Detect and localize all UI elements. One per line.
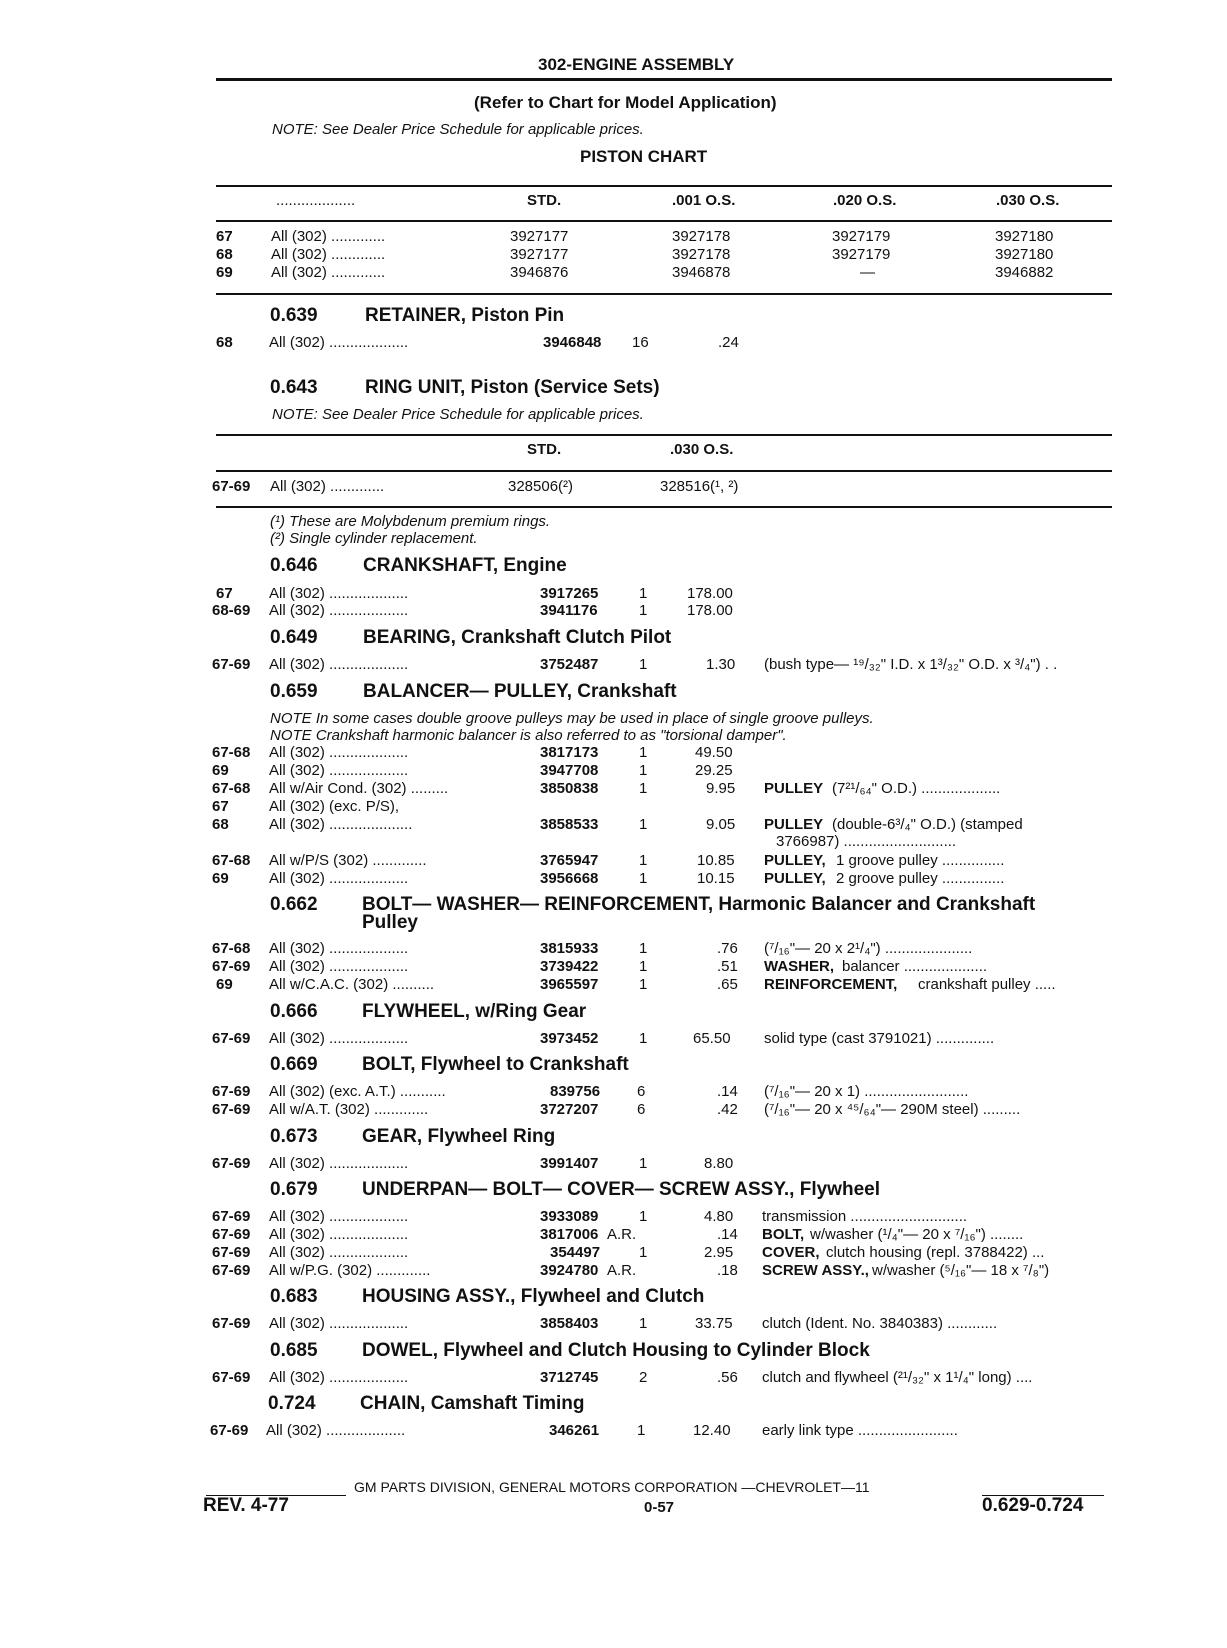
part-number: 3947708 <box>540 762 599 779</box>
remarks-part-name: REINFORCEMENT, <box>764 976 898 993</box>
table-rule <box>216 293 1112 295</box>
quantity: 1 <box>639 1244 648 1261</box>
year: 67-69 <box>212 1369 251 1386</box>
description: All (302) ............. <box>271 228 386 245</box>
quantity: 1 <box>639 816 648 833</box>
col-std: STD. <box>527 441 562 458</box>
year: 69 <box>212 870 229 887</box>
col-001: .001 O.S. <box>672 192 736 209</box>
part-number: 3973452 <box>540 1030 599 1047</box>
part-number: 3712745 <box>540 1369 599 1386</box>
quantity: 1 <box>639 976 648 993</box>
price: 12.40 <box>693 1422 731 1439</box>
year: 67-69 <box>212 958 251 975</box>
section-range: 0.629-0.724 <box>982 1495 1084 1516</box>
part-030: 3946882 <box>995 264 1054 281</box>
price: .51 <box>717 958 738 975</box>
year: 67-68 <box>212 744 251 761</box>
section-title: FLYWHEEL, w/Ring Gear <box>362 1001 587 1022</box>
price: .18 <box>717 1262 738 1279</box>
description: All (302) ................... <box>269 1369 409 1386</box>
description: All w/P.G. (302) ............. <box>269 1262 431 1279</box>
description: All (302) ................... <box>269 1030 409 1047</box>
price: 65.50 <box>693 1030 731 1047</box>
remarks-part-name: COVER, <box>762 1244 820 1261</box>
year: 69 <box>216 976 233 993</box>
year: 67 <box>216 585 233 602</box>
section-title: HOUSING ASSY., Flywheel and Clutch <box>362 1286 705 1307</box>
part-number: 3956668 <box>540 870 599 887</box>
description: All (302) ............. <box>270 478 385 495</box>
part-number: 3850838 <box>540 780 599 797</box>
part-number: 3858533 <box>540 816 599 833</box>
quantity: 1 <box>637 1422 646 1439</box>
remarks: crankshaft pulley ..... <box>918 976 1056 993</box>
remarks: 3766987) ........................... <box>776 833 957 850</box>
balancer-note: NOTE Crankshaft harmonic balancer is also referred to as "torsional damper". <box>270 727 787 744</box>
col-std: STD. <box>527 192 562 209</box>
part-number: 346261 <box>549 1422 600 1439</box>
title-rule <box>216 78 1112 81</box>
page-title: 302-ENGINE ASSEMBLY <box>538 55 735 74</box>
quantity: 6 <box>637 1083 646 1100</box>
description: All (302) ................... <box>269 1208 409 1225</box>
section-number: 0.683 <box>270 1286 318 1307</box>
year: 68-69 <box>212 602 251 619</box>
piston-chart-title: PISTON CHART <box>580 147 708 166</box>
price: .56 <box>717 1369 738 1386</box>
year: 68 <box>216 246 233 263</box>
description: All (302) ................... <box>269 870 409 887</box>
col-030: .030 O.S. <box>670 441 734 458</box>
price: .76 <box>717 940 738 957</box>
remarks: (⁷/₁₆"— 20 x 1) ......................... <box>764 1083 969 1100</box>
price: .42 <box>717 1101 738 1118</box>
quantity: 1 <box>639 585 648 602</box>
part-number: 3815933 <box>540 940 599 957</box>
price: 2.95 <box>704 1244 734 1261</box>
remarks: (double-6³/₄" O.D.) (stamped <box>832 816 1023 833</box>
description: All (302) ................... <box>269 602 409 619</box>
quantity: 6 <box>637 1101 646 1118</box>
part-001: 3946878 <box>672 264 731 281</box>
year: 67 <box>216 228 233 245</box>
remarks-part-name: PULLEY, <box>764 870 826 887</box>
part-001: 3927178 <box>672 228 731 245</box>
remarks: (bush type— ¹⁹/₃₂" I.D. x 1³/₃₂" O.D. x ³/₄") . . <box>764 656 1058 673</box>
part-number: 839756 <box>550 1083 601 1100</box>
section-number: 0.724 <box>268 1393 316 1414</box>
price: 4.80 <box>704 1208 734 1225</box>
part-030: 328516(¹, ²) <box>660 478 739 495</box>
year: 67-69 <box>212 1262 251 1279</box>
ring-note: NOTE: See Dealer Price Schedule for applicable prices. <box>272 406 644 423</box>
description: All (302) ................... <box>269 585 409 602</box>
remarks: clutch housing (repl. 3788422) ... <box>826 1244 1045 1261</box>
section-number: 0.646 <box>270 555 318 576</box>
year: 67-69 <box>212 1226 251 1243</box>
quantity: 1 <box>639 780 648 797</box>
remarks: (⁷/₁₆"— 20 x 2¹/₄") ..................... <box>764 940 973 957</box>
part-001: 3927178 <box>672 246 731 263</box>
year: 67-69 <box>212 1030 251 1047</box>
section-number: 0.679 <box>270 1179 318 1200</box>
quantity: 1 <box>639 1030 648 1047</box>
remarks: (⁷/₁₆"— 20 x ⁴⁵/₆₄"— 290M steel) ......... <box>764 1101 1021 1118</box>
part-number: 354497 <box>550 1244 601 1261</box>
year: 67-69 <box>212 1244 251 1261</box>
description: All (302) ................... <box>269 1315 409 1332</box>
price: 49.50 <box>695 744 733 761</box>
quantity: 1 <box>639 744 648 761</box>
price: .24 <box>718 334 739 351</box>
part-020: 3927179 <box>832 228 891 245</box>
description: All w/A.T. (302) ............. <box>269 1101 429 1118</box>
year: 67-69 <box>212 1101 251 1118</box>
remarks: (7²¹/₆₄" O.D.) ................... <box>832 780 1001 797</box>
part-number: 3727207 <box>540 1101 599 1118</box>
year: 67-69 <box>212 1083 251 1100</box>
section-number: 0.666 <box>270 1001 318 1022</box>
col-030: .030 O.S. <box>996 192 1060 209</box>
quantity: 1 <box>639 852 648 869</box>
year: 67-68 <box>212 852 251 869</box>
description: All (302) ................... <box>269 1244 409 1261</box>
section-title: CRANKSHAFT, Engine <box>363 555 567 576</box>
part-020: 3927179 <box>832 246 891 263</box>
quantity: 1 <box>639 762 648 779</box>
page-number: 0-57 <box>644 1499 675 1516</box>
section-title: CHAIN, Camshaft Timing <box>360 1393 585 1414</box>
price: 178.00 <box>687 602 733 619</box>
revision-date: REV. 4-77 <box>203 1495 289 1516</box>
remarks: clutch (Ident. No. 3840383) ............ <box>762 1315 998 1332</box>
part-number: 3817006 <box>540 1226 599 1243</box>
table-rule <box>216 434 1112 436</box>
part-std: 3946876 <box>510 264 569 281</box>
description: All (302) ................... <box>269 656 409 673</box>
year: 67-68 <box>212 780 251 797</box>
remarks: early link type ........................ <box>762 1422 958 1439</box>
part-number: 3817173 <box>540 744 599 761</box>
description: All w/C.A.C. (302) .......... <box>269 976 435 993</box>
part-number: 3991407 <box>540 1155 599 1172</box>
table-rule <box>216 506 1112 508</box>
part-030: 3927180 <box>995 228 1054 245</box>
year: 67-69 <box>210 1422 249 1439</box>
year: 67-69 <box>212 656 251 673</box>
part-std: 328506(²) <box>508 478 574 495</box>
description: All (302) ................... <box>269 744 409 761</box>
remarks: clutch and flywheel (²¹/₃₂" x 1¹/₄" long) .... <box>762 1369 1033 1386</box>
header-dots: ................... <box>276 192 356 209</box>
section-title: RING UNIT, Piston (Service Sets) <box>365 377 660 398</box>
description: All (302) (exc. A.T.) ........... <box>269 1083 446 1100</box>
remarks-part-name: BOLT, <box>762 1226 805 1243</box>
section-number: 0.662 <box>270 894 318 915</box>
part-std: 3927177 <box>510 246 569 263</box>
description: All (302) ................... <box>269 940 409 957</box>
section-number: 0.659 <box>270 681 318 702</box>
price: 178.00 <box>687 585 733 602</box>
footer-publisher: GM PARTS DIVISION, GENERAL MOTORS CORPORATION —CHEVROLET—11 <box>354 1479 870 1495</box>
price-note: NOTE: See Dealer Price Schedule for applicable prices. <box>272 121 644 138</box>
remarks: w/washer (⁵/₁₆"— 18 x ⁷/₈") <box>872 1262 1050 1279</box>
year: 69 <box>216 264 233 281</box>
section-title: BOLT— WASHER— REINFORCEMENT, Harmonic Balancer and Crankshaft <box>362 894 1036 915</box>
year: 67-69 <box>212 478 251 495</box>
section-number: 0.685 <box>270 1340 318 1361</box>
part-030: 3927180 <box>995 246 1054 263</box>
part-number: 3739422 <box>540 958 599 975</box>
quantity: 1 <box>639 1208 648 1225</box>
price: 10.15 <box>697 870 735 887</box>
section-title: BALANCER— PULLEY, Crankshaft <box>363 681 677 702</box>
section-title: GEAR, Flywheel Ring <box>362 1126 556 1147</box>
footnote: (²) Single cylinder replacement. <box>270 530 478 547</box>
quantity: A.R. <box>607 1262 637 1279</box>
description: All w/P/S (302) ............. <box>269 852 427 869</box>
part-number: 3765947 <box>540 852 599 869</box>
description: All (302) .................... <box>269 816 413 833</box>
part-number: 3917265 <box>540 585 599 602</box>
remarks-part-name: SCREW ASSY., <box>762 1262 869 1279</box>
quantity: 1 <box>639 1155 648 1172</box>
price: 1.30 <box>706 656 736 673</box>
quantity: 1 <box>639 958 648 975</box>
remarks: w/washer (¹/₄"— 20 x ⁷/₁₆") ........ <box>810 1226 1024 1243</box>
part-number: 3946848 <box>543 334 602 351</box>
quantity: 1 <box>639 656 648 673</box>
remarks: balancer .................... <box>842 958 988 975</box>
section-number: 0.669 <box>270 1054 318 1075</box>
footnote: (¹) These are Molybdenum premium rings. <box>270 513 551 530</box>
price: .65 <box>717 976 738 993</box>
col-020: .020 O.S. <box>833 192 897 209</box>
price: 9.05 <box>706 816 736 833</box>
quantity: 1 <box>639 940 648 957</box>
remarks-part-name: PULLEY <box>764 816 824 833</box>
section-number: 0.643 <box>270 377 318 398</box>
remarks: 2 groove pulley ............... <box>836 870 1005 887</box>
price: 10.85 <box>697 852 735 869</box>
year: 67-69 <box>212 1208 251 1225</box>
year: 69 <box>212 762 229 779</box>
remarks-part-name: PULLEY, <box>764 852 826 869</box>
description: All (302) ............. <box>271 246 386 263</box>
balancer-note: NOTE In some cases double groove pulleys may be used in place of single groove pulleys. <box>270 710 874 727</box>
price: .14 <box>717 1083 738 1100</box>
description: All (302) ................... <box>269 958 409 975</box>
year: 67-69 <box>212 1155 251 1172</box>
quantity: 1 <box>639 870 648 887</box>
table-rule <box>216 470 1112 472</box>
section-number: 0.649 <box>270 627 318 648</box>
year: 68 <box>212 816 229 833</box>
refer-note: (Refer to Chart for Model Application) <box>474 93 777 112</box>
quantity: 2 <box>639 1369 648 1386</box>
section-title: UNDERPAN— BOLT— COVER— SCREW ASSY., Flywheel <box>362 1179 880 1200</box>
year: 68 <box>216 334 233 351</box>
quantity: 1 <box>639 1315 648 1332</box>
year: 67-68 <box>212 940 251 957</box>
remarks-part-name: WASHER, <box>764 958 835 975</box>
description: All (302) ................... <box>266 1422 406 1439</box>
price: 29.25 <box>695 762 733 779</box>
description: All (302) (exc. P/S), <box>269 798 400 815</box>
part-number: 3858403 <box>540 1315 599 1332</box>
description: All w/Air Cond. (302) ......... <box>269 780 449 797</box>
price: 9.95 <box>706 780 736 797</box>
description: All (302) ................... <box>269 334 409 351</box>
description: All (302) ................... <box>269 762 409 779</box>
section-title: BOLT, Flywheel to Crankshaft <box>362 1054 629 1075</box>
section-title-continued: Pulley <box>362 912 418 933</box>
year: 67-69 <box>212 1315 251 1332</box>
part-number: 3924780 <box>540 1262 599 1279</box>
description: All (302) ............. <box>271 264 386 281</box>
quantity: 16 <box>632 334 649 351</box>
remarks: transmission ............................ <box>762 1208 968 1225</box>
part-number: 3933089 <box>540 1208 599 1225</box>
part-number: 3752487 <box>540 656 599 673</box>
description: All (302) ................... <box>269 1226 409 1243</box>
part-020: — <box>860 264 875 281</box>
part-number: 3941176 <box>540 602 598 619</box>
remarks: solid type (cast 3791021) .............. <box>764 1030 995 1047</box>
description: All (302) ................... <box>269 1155 409 1172</box>
section-title: BEARING, Crankshaft Clutch Pilot <box>363 627 672 648</box>
year: 67 <box>212 798 229 815</box>
section-number: 0.639 <box>270 305 318 326</box>
remarks: 1 groove pulley ............... <box>836 852 1005 869</box>
remarks-part-name: PULLEY <box>764 780 824 797</box>
part-number: 3965597 <box>540 976 599 993</box>
section-number: 0.673 <box>270 1126 318 1147</box>
price: .14 <box>717 1226 738 1243</box>
table-rule <box>216 220 1112 222</box>
part-std: 3927177 <box>510 228 569 245</box>
price: 33.75 <box>695 1315 733 1332</box>
quantity: A.R. <box>607 1226 637 1243</box>
table-rule <box>216 185 1112 187</box>
quantity: 1 <box>639 602 648 619</box>
price: 8.80 <box>704 1155 734 1172</box>
section-title: DOWEL, Flywheel and Clutch Housing to Cylinder Block <box>362 1340 870 1361</box>
section-title: RETAINER, Piston Pin <box>365 305 565 326</box>
